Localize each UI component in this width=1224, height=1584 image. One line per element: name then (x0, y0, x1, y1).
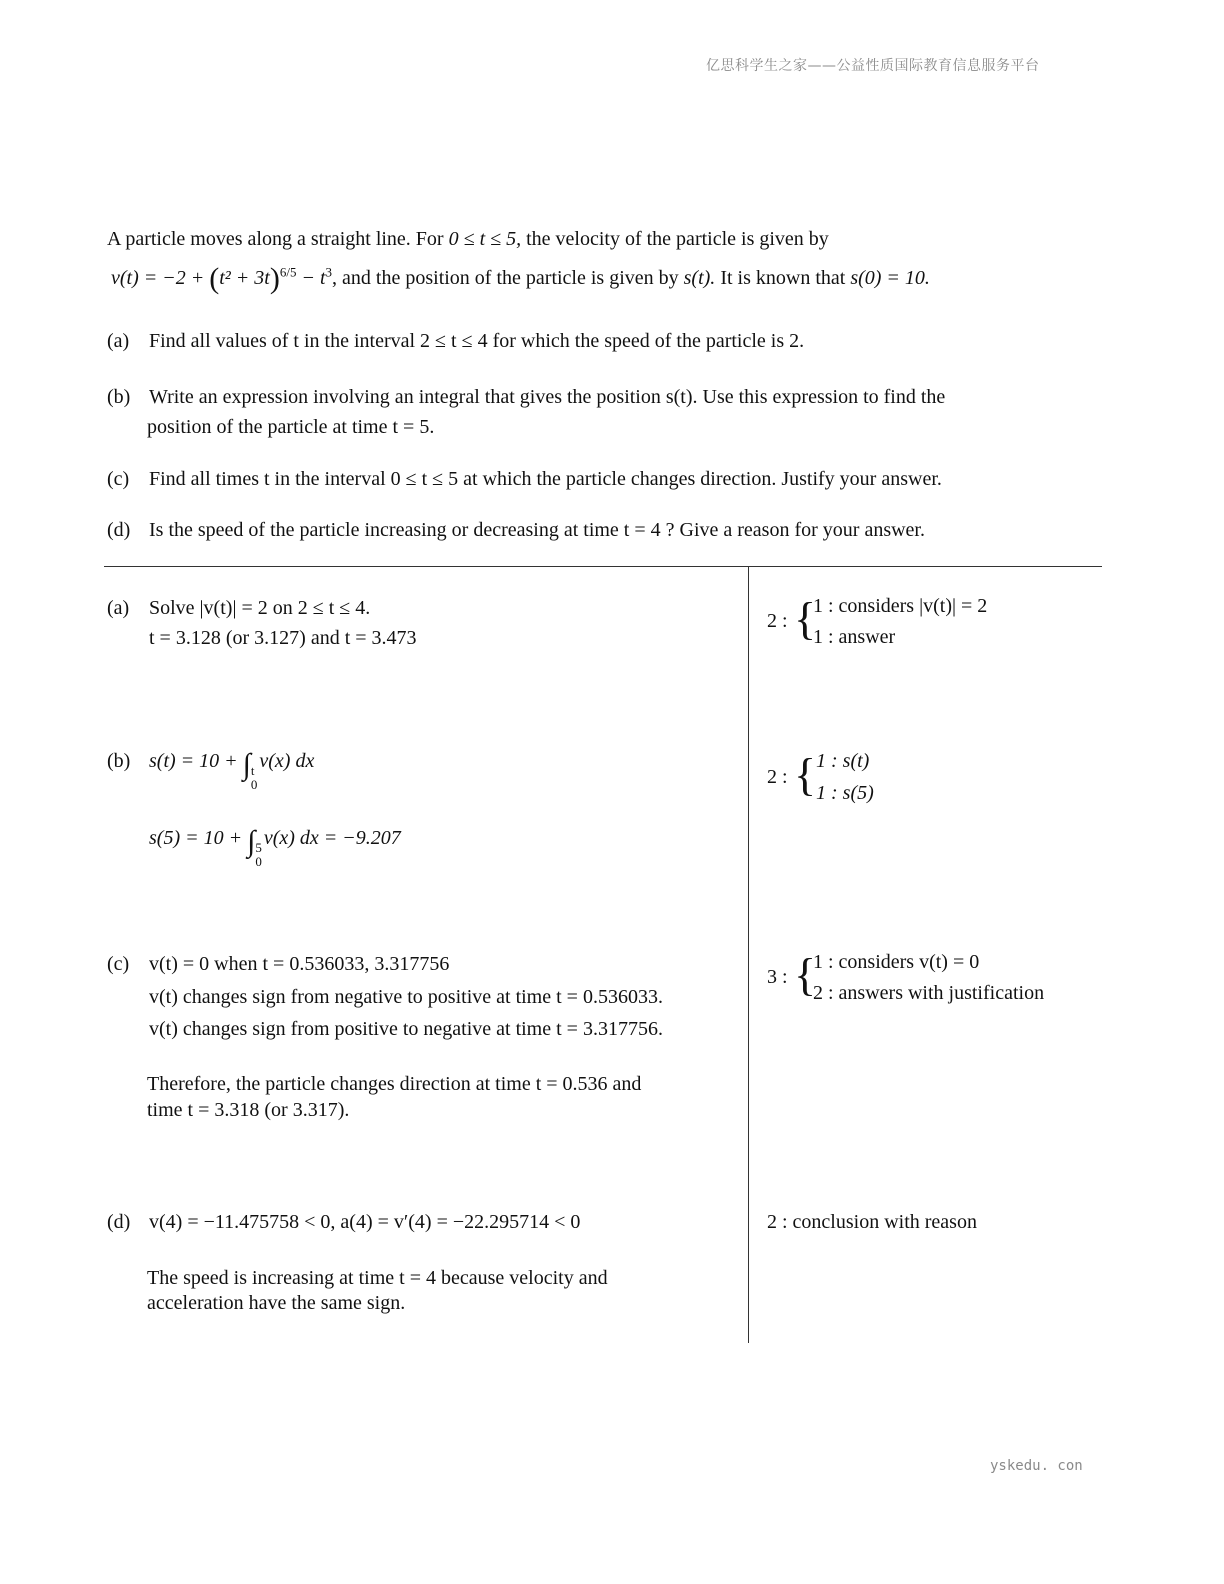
part-c-text: Find all times t in the interval 0 ≤ t ≤ 5 at which the particle changes direction. Justify your answer. (149, 468, 942, 490)
score-c-item-1: 1 : considers v(t) = 0 (813, 951, 980, 973)
score-c-item-2: 2 : answers with justification (813, 982, 1045, 1004)
intro-text-1c: the velocity of the particle is given by (521, 228, 829, 250)
integral-limits (251, 764, 258, 792)
solution-d-line-3: acceleration have the same sign. (147, 1292, 406, 1314)
part-d-text: Is the speed of the particle increasing or decreasing at time t = 4 ? Give a reason for your answer. (149, 519, 925, 541)
solution-a-line-1 (107, 597, 370, 620)
solution-d-line-2: The speed is increasing at time t = 4 because velocity and (147, 1267, 608, 1289)
position-symbol: s(t). (683, 267, 716, 289)
score-b-item-1: 1 : s(t) (816, 750, 870, 772)
intro-text-1a: A particle moves along a straight line. For (107, 228, 449, 250)
intro-text-2c: , and the position of the particle is given by (332, 267, 684, 289)
right-paren: ) (269, 262, 280, 295)
solution-b-line-2 (149, 825, 401, 869)
solution-b-label: (b) (107, 750, 131, 772)
integral-upper-limit: t (250, 763, 255, 778)
score-a-item-1: 1 : considers |v(t)| = 2 (813, 595, 988, 617)
solution-c-label: (c) (107, 953, 130, 975)
score-d-text: 2 : conclusion with reason (767, 1211, 977, 1233)
solution-c-text-1: v(t) = 0 when t = 0.536033, 3.317756 (149, 953, 450, 975)
part-d-question (107, 519, 925, 542)
integral-upper-limit: 5 (255, 840, 262, 855)
intro-text-2e: It is known that (715, 267, 851, 289)
left-brace-icon: { (794, 593, 817, 644)
part-a-question (107, 330, 804, 353)
solution-b-lhs-2: s(5) = 10 + (149, 827, 248, 849)
solution-c-line-2: v(t) changes sign from negative to positive at time t = 0.536033. (149, 986, 663, 1008)
problem-intro-line-2 (111, 262, 930, 296)
exponent-six-fifths: 6/5 (279, 264, 297, 280)
solution-b-line-1 (107, 748, 314, 792)
table-divider-rule (748, 567, 749, 1343)
velocity-cube-term: − t (296, 267, 326, 289)
part-c-label: (c) (107, 468, 130, 490)
integral-lower-limit: 0 (250, 777, 258, 792)
score-a-item-2: 1 : answer (813, 626, 896, 648)
part-c-question (107, 468, 942, 491)
solution-b-integrand: v(x) dx (259, 750, 315, 772)
solution-c-line-5: time t = 3.318 (or 3.317). (147, 1099, 350, 1121)
solution-c-line-3: v(t) changes sign from positive to negative at time t = 3.317756. (149, 1018, 663, 1040)
left-paren: ( (209, 262, 220, 295)
solution-d-line-1 (107, 1211, 580, 1234)
part-a-label: (a) (107, 330, 130, 352)
header-site-name: 亿思科学生之家——公益性质国际教育信息服务平台 (706, 58, 1040, 74)
footer-site-name: yskedu. con (990, 1458, 1083, 1474)
problem-intro-line-1 (107, 228, 829, 251)
intro-interval: 0 ≤ t ≤ 5, (448, 228, 522, 250)
score-c-points: 3 : (767, 966, 788, 988)
left-brace-icon: { (794, 749, 817, 800)
solution-a-text-1: Solve |v(t)| = 2 on 2 ≤ t ≤ 4. (149, 597, 371, 619)
solution-b-integrand-2: v(x) dx = −9.207 (263, 827, 401, 849)
part-d-label: (d) (107, 519, 131, 541)
score-b-points: 2 : (767, 766, 788, 788)
integral-limits (255, 841, 262, 869)
solution-a-label: (a) (107, 597, 130, 619)
integral-lower-limit: 0 (255, 854, 262, 869)
solution-a-line-2: t = 3.128 (or 3.127) and t = 3.473 (149, 627, 417, 649)
integral-sign-icon: ∫ (242, 748, 251, 781)
score-a-points: 2 : (767, 610, 788, 632)
part-b-label: (b) (107, 386, 131, 408)
part-b-question-cont: position of the particle at time t = 5. (147, 416, 435, 438)
solution-d-text-1: v(4) = −11.475758 < 0, a(4) = v′(4) = −22.295714 < 0 (149, 1211, 581, 1233)
velocity-def-start: v(t) = −2 + (111, 267, 210, 289)
score-b-item-2: 1 : s(5) (816, 782, 874, 804)
solution-c-line-4: Therefore, the particle changes direction at time t = 0.536 and (147, 1073, 642, 1095)
exponent-three: 3 (325, 264, 333, 280)
initial-condition: s(0) = 10. (850, 267, 930, 289)
part-b-question (107, 386, 945, 409)
solution-c-line-1 (107, 953, 449, 976)
velocity-inner-term: t² + 3t (219, 267, 270, 289)
part-a-text: Find all values of t in the interval 2 ≤ t ≤ 4 for which the speed of the particle is 2. (149, 330, 805, 352)
table-top-rule (104, 566, 1102, 567)
integral-sign-icon: ∫ (247, 825, 256, 858)
part-b-text: Write an expression involving an integral that gives the position s(t). Use this expression to find the (149, 386, 946, 408)
left-brace-icon: { (794, 949, 817, 1000)
solution-b-lhs: s(t) = 10 + (149, 750, 243, 772)
solution-d-label: (d) (107, 1211, 131, 1233)
